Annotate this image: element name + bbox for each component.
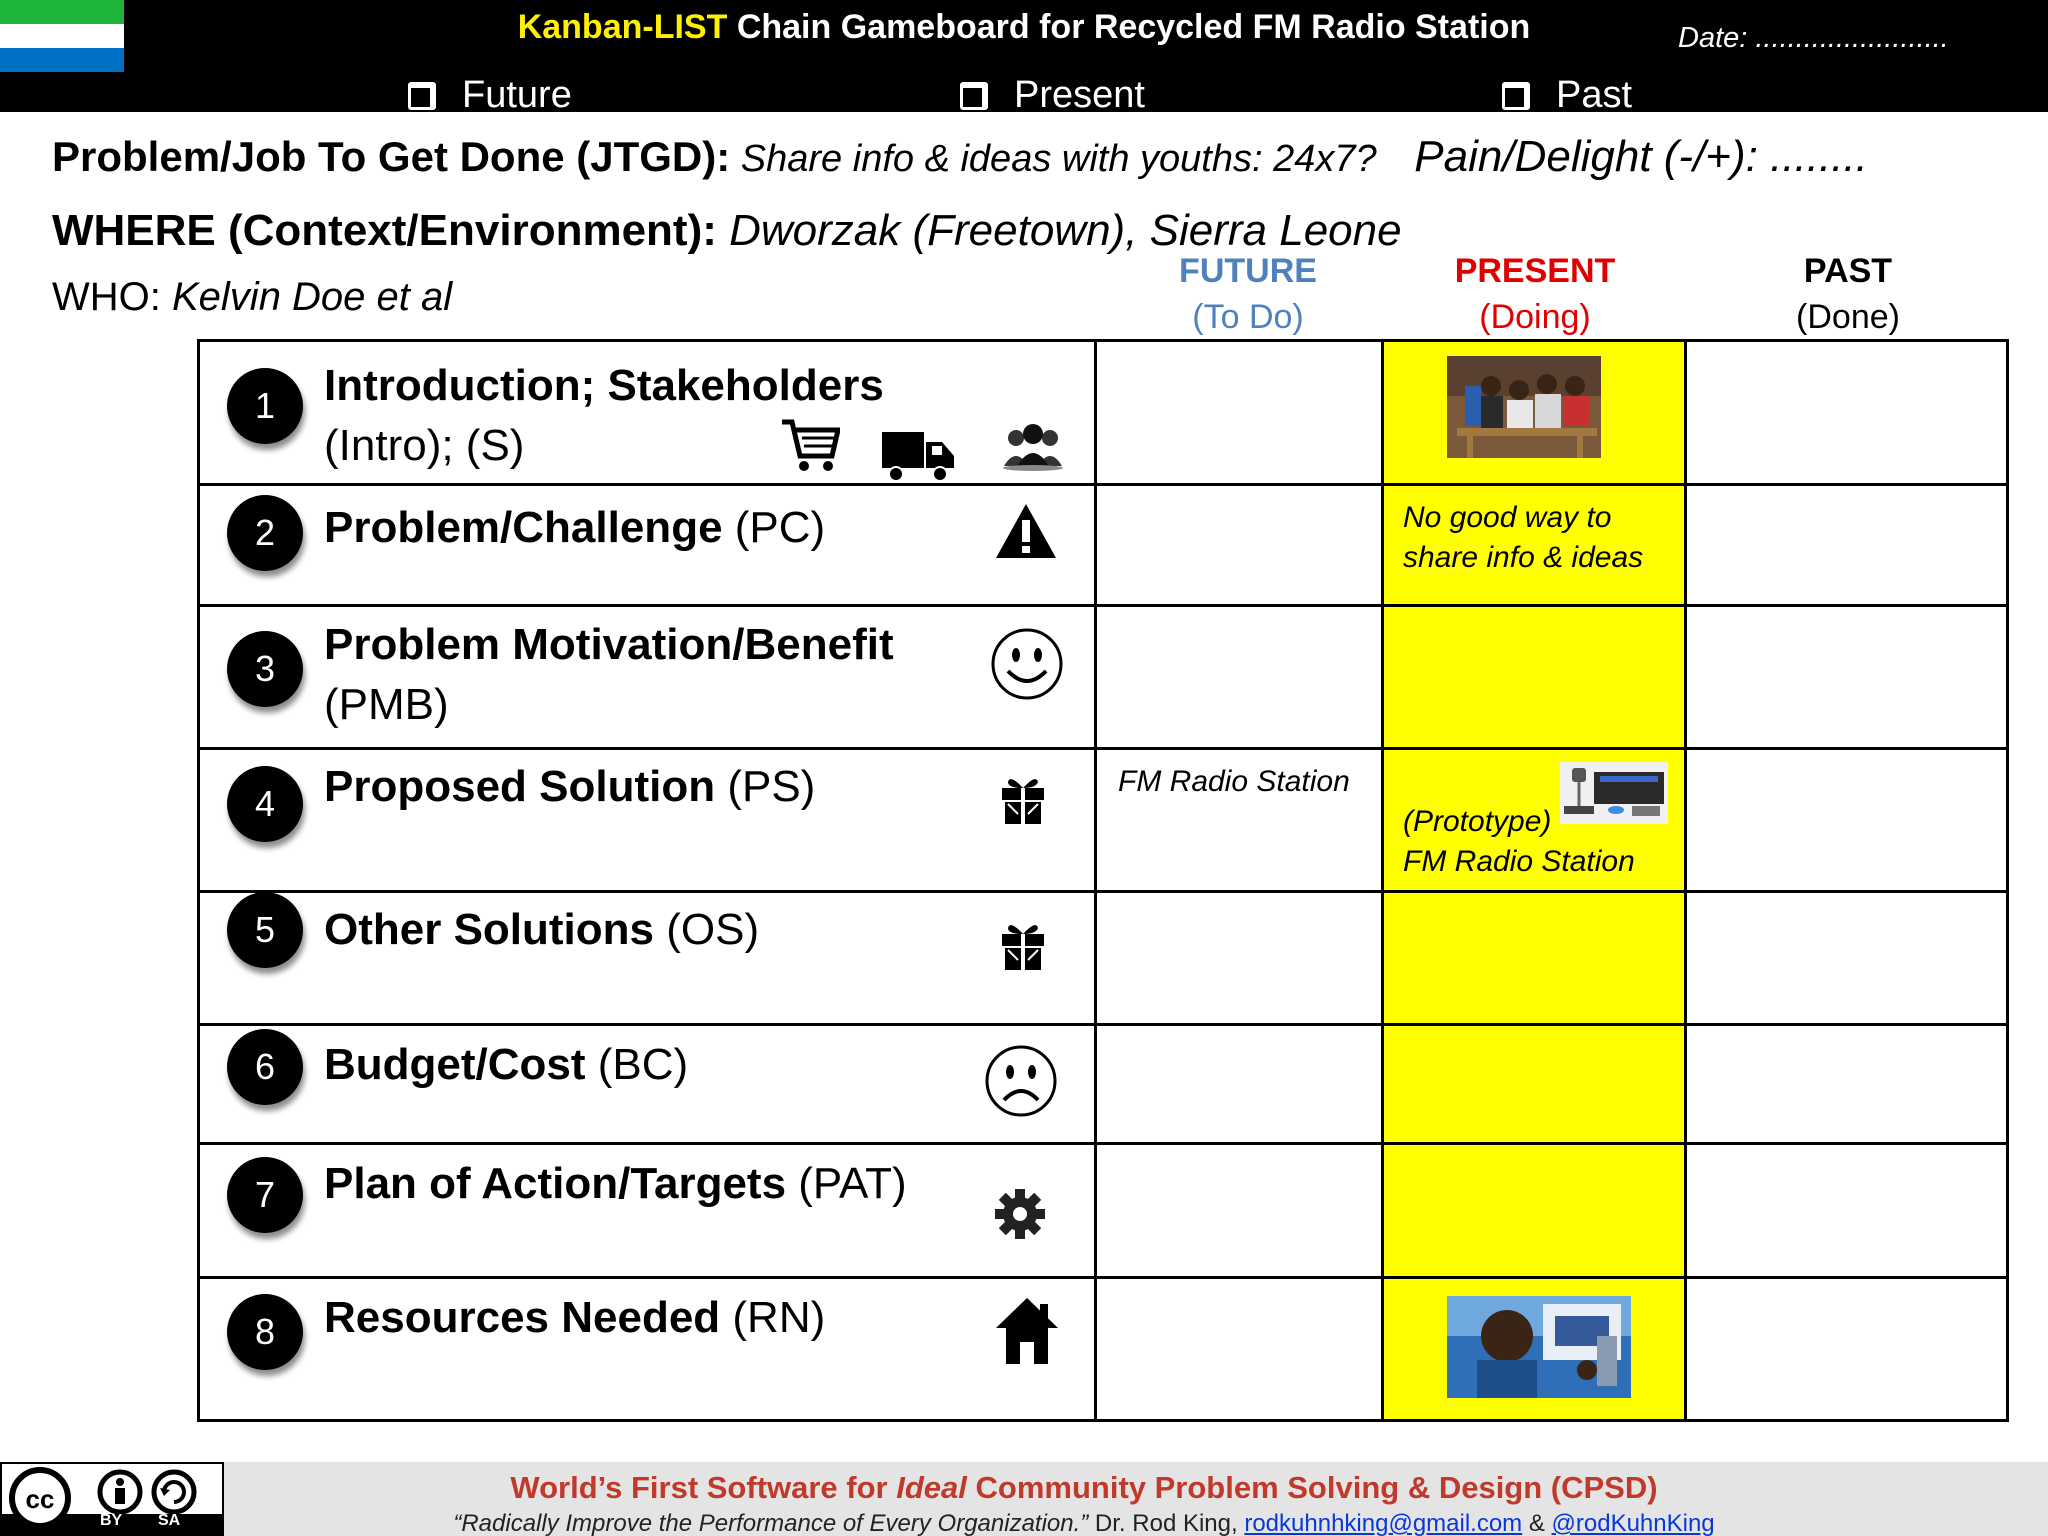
cell-line: No good way to — [1403, 501, 1612, 534]
footer-tagline-b: Community Problem Solving & Design (CPSD) — [966, 1470, 1658, 1505]
column-header-future — [1098, 248, 1398, 340]
checkbox-future-label: Future — [462, 74, 572, 116]
column-present-sub: (Doing) — [1479, 298, 1591, 336]
row-title: Resources Needed — [324, 1293, 721, 1342]
column-future-sub: (To Do) — [1192, 298, 1304, 336]
divider — [200, 1276, 2006, 1279]
row-number: 7 — [227, 1157, 303, 1233]
who-label: WHO: — [52, 275, 161, 319]
row-label-budget — [324, 1035, 688, 1095]
checkbox-future[interactable] — [408, 74, 572, 117]
column-future-title: FUTURE — [1179, 252, 1317, 290]
row-title: Problem Motivation/Benefit — [324, 620, 894, 669]
row-label-other-solutions — [324, 900, 759, 960]
who-value: Kelvin Doe et al — [160, 275, 453, 319]
row-abbr: (PAT) — [786, 1159, 907, 1208]
problem-label: Problem/Job To Get Done (JTGD): — [52, 133, 731, 180]
row-title: Introduction; Stakeholders — [324, 361, 884, 410]
row-abbr: (PMB) — [324, 680, 449, 729]
row-abbr: (PC) — [722, 503, 826, 552]
row-abbr: (OS) — [654, 905, 760, 954]
delivery-truck-icon — [880, 428, 956, 484]
column-header-past — [1698, 248, 1998, 340]
gift-icon — [1000, 920, 1046, 972]
divider — [200, 1142, 2006, 1145]
divider — [1094, 342, 1097, 1419]
column-past-sub: (Done) — [1796, 298, 1900, 336]
cc-by-label: BY — [100, 1512, 123, 1529]
row-abbr: (PS) — [715, 762, 816, 811]
row-title: Other Solutions — [324, 905, 654, 954]
divider — [200, 604, 2006, 607]
smiley-face-icon — [990, 627, 1064, 701]
email-link[interactable]: rodkuhnhking@gmail.com — [1244, 1510, 1523, 1536]
divider — [1684, 342, 1687, 1419]
column-past-title: PAST — [1803, 252, 1893, 290]
future-cell-solution: FM Radio Station — [1118, 765, 1350, 798]
divider — [200, 747, 2006, 750]
footer-quote: “Radically Improve the Performance of Every Organization.” — [453, 1510, 1089, 1536]
people-group-icon — [1000, 422, 1066, 472]
row-title: Plan of Action/Targets — [324, 1159, 787, 1208]
row-label-problem-challenge — [324, 498, 825, 558]
gift-icon — [1000, 774, 1046, 826]
checkbox-icon[interactable] — [1502, 82, 1530, 110]
checkbox-present[interactable] — [960, 74, 1145, 117]
footer-author: Dr. Rod King, — [1088, 1510, 1245, 1536]
title-rest: Chain Gameboard for Recycled FM Radio Station — [727, 8, 1531, 46]
where-value: Dworzak (Freetown), Sierra Leone — [716, 206, 1402, 255]
row-abbr: (Intro); (S) — [324, 421, 525, 470]
kelvin-doe-photo — [1447, 1296, 1631, 1398]
column-present-title: PRESENT — [1454, 252, 1616, 290]
row-number: 6 — [227, 1029, 303, 1105]
column-header-present — [1385, 248, 1685, 340]
row-label-plan-of-action — [324, 1154, 907, 1214]
radio-prototype-photo — [1560, 762, 1668, 824]
checkbox-present-label: Present — [1014, 74, 1145, 116]
shopping-cart-icon — [780, 418, 840, 474]
footer — [0, 1462, 2048, 1536]
twitter-handle-link[interactable]: @rodKuhnKing — [1551, 1510, 1715, 1536]
cc-sa-label: SA — [158, 1512, 181, 1529]
row-title: Problem/Challenge — [324, 503, 723, 552]
row-abbr: (BC) — [585, 1040, 689, 1089]
divider — [200, 483, 2006, 486]
divider — [200, 890, 2006, 893]
row-number: 2 — [227, 495, 303, 571]
footer-amp: & — [1522, 1510, 1552, 1536]
sad-face-icon — [984, 1044, 1058, 1118]
row-title: Budget/Cost — [324, 1040, 586, 1089]
date-field[interactable]: Date: ........................ — [1678, 22, 1949, 54]
footer-tagline-ideal: Ideal — [896, 1470, 967, 1505]
row-label-motivation — [324, 615, 894, 735]
checkbox-icon[interactable] — [408, 82, 436, 110]
divider — [1381, 342, 1384, 1419]
footer-tagline-a: World’s First Software for — [510, 1470, 897, 1505]
where-label: WHERE (Context/Environment): — [52, 206, 717, 255]
svg-text:cc: cc — [25, 1484, 55, 1514]
cell-line: share info & ideas — [1403, 541, 1644, 574]
title-accent: Kanban-LIST — [517, 8, 728, 46]
checkbox-icon[interactable] — [960, 82, 988, 110]
cell-line: FM Radio Station — [1403, 845, 1635, 878]
row-label-resources — [324, 1288, 825, 1348]
row-abbr: (RN) — [720, 1293, 826, 1342]
header-bar — [0, 0, 2048, 116]
footer-credit — [0, 1510, 2048, 1536]
problem-value: Share info & ideas with youths: 24x7? — [730, 138, 1377, 180]
kanban-grid — [197, 339, 2009, 1422]
who-line — [52, 275, 452, 320]
checkbox-past-label: Past — [1556, 74, 1633, 116]
pain-delight-label: Pain/Delight (-/+): ........ — [1414, 132, 1868, 181]
warning-icon — [994, 502, 1058, 560]
footer-tagline — [0, 1470, 2048, 1506]
home-icon — [994, 1296, 1060, 1366]
row-title: Proposed Solution — [324, 762, 716, 811]
divider — [200, 1023, 2006, 1026]
problem-line — [52, 132, 1868, 182]
present-cell-problem — [1403, 498, 1643, 578]
stakeholders-photo — [1447, 356, 1601, 458]
row-number: 5 — [227, 892, 303, 968]
row-number: 1 — [227, 368, 303, 444]
row-label-proposed-solution — [324, 757, 815, 817]
row-number: 4 — [227, 766, 303, 842]
gear-icon — [994, 1188, 1046, 1240]
row-number: 3 — [227, 631, 303, 707]
row-number: 8 — [227, 1294, 303, 1370]
checkbox-past[interactable] — [1502, 74, 1632, 117]
cell-line: (Prototype) — [1403, 805, 1552, 838]
